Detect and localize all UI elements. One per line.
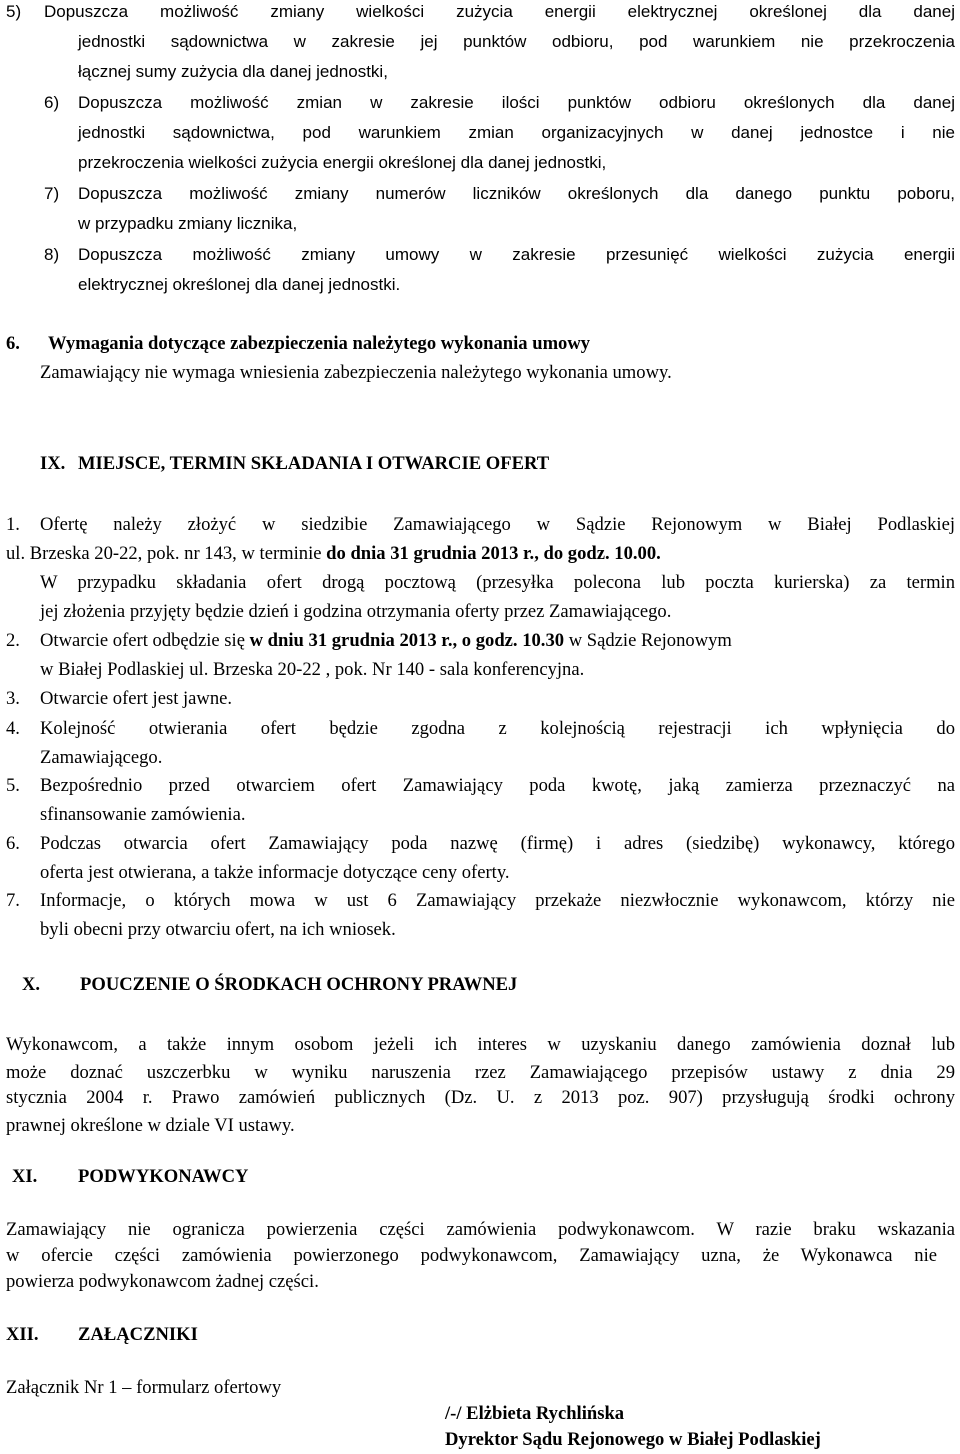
paragraph-line: może doznać uszczerbku w wyniku naruszenia rzez Zamawiającego przepisów ustawy z dnia 29 [6,1062,955,1083]
list-line: w przypadku zmiany licznika, [78,214,298,233]
list-line: jej złożenia przyjęty będzie dzień i godzina otrzymania oferty przez Zamawiającego. [40,601,672,622]
paragraph-line: Zamawiający nie ogranicza powierzenia części zamówienia podwykonawcom. W razie braku wskazania [6,1219,955,1240]
list-number: 5) [6,2,22,21]
section-number: IX. [40,453,66,474]
list-number: 2. [6,630,20,651]
list-line: oferta jest otwierana, a także informacje dotyczące ceny oferty. [40,862,510,883]
list-line: jednostki sądownictwa, pod warunkiem zmian organizacyjnych w danej jednostce i nie [78,123,955,142]
section-heading: POUCZENIE O ŚRODKACH OCHRONY PRAWNEJ [80,974,518,995]
list-line: elektrycznej określonej dla danej jednostki. [78,275,401,294]
signatory-title: Dyrektor Sądu Rejonowego w Białej Podlaskiej [445,1429,821,1450]
section-number: 6. [6,333,20,354]
section-number: X. [22,974,41,995]
list-number: 6. [6,833,20,854]
paragraph-line: Wykonawcom, a także innym osobom jeżeli ich interes w uzyskaniu danego zamówienia doznał lub [6,1034,955,1055]
list-line: łącznej sumy zużycia dla danej jednostki, [78,62,388,81]
list-number: 3. [6,688,20,709]
section-number: XII. [6,1324,39,1345]
section-text: Zamawiający nie wymaga wniesienia zabezpieczenia należytego wykonania umowy. [40,362,672,383]
paragraph-line: stycznia 2004 r. Prawo zamówień publicznych (Dz. U. z 2013 poz. 907) przysługują środki ochrony [6,1087,955,1108]
list-line: ul. Brzeska 20-22, pok. nr 143, w terminie do dnia 31 grudnia 2013 r., do godz. 10.00. [6,543,661,564]
list-line: Zamawiającego. [40,747,163,768]
list-line: byli obecni przy otwarciu ofert, na ich wniosek. [40,919,396,940]
list-line: W przypadku składania ofert drogą pocztową (przesyłka polecona lub poczta kurierska) za termin [40,572,955,593]
section-heading: Wymagania dotyczące zabezpieczenia należytego wykonania umowy [48,333,591,354]
list-number: 7. [6,890,20,911]
list-line: jednostki sądownictwa w zakresie jej punktów odbioru, pod warunkiem nie przekroczenia [78,32,955,51]
list-line: Otwarcie ofert jest jawne. [40,688,233,709]
list-line: Informacje, o których mowa w ust 6 Zamawiający przekaże niezwłocznie wykonawcom, którzy nie [40,890,955,911]
list-line: Dopuszcza możliwość zmiany umowy w zakresie przesunięć wielkości zużycia energii [78,245,955,264]
paragraph-line: prawnej określone w dziale VI ustawy. [6,1115,295,1136]
attachment-line: Załącznik Nr 1 – formularz ofertowy [6,1377,282,1398]
paragraph-line: powierza podwykonawcom żadnej części. [6,1271,319,1292]
paragraph-line: w ofercie części zamówienia powierzonego podwykonawcom, Zamawiający uzna, że Wykonawca nie [6,1245,937,1266]
list-line: Ofertę należy złożyć w siedzibie Zamawiającego w Sądzie Rejonowym w Białej Podlaskiej [40,514,955,535]
list-line: Dopuszcza możliwość zmiany wielkości zużycia energii elektrycznej określonej dla danej [44,2,955,21]
list-number: 8) [44,245,60,264]
section-heading: ZAŁĄCZNIKI [78,1324,198,1345]
section-heading: MIEJSCE, TERMIN SKŁADANIA I OTWARCIE OFERT [78,453,550,474]
list-line: Dopuszcza możliwość zmiany numerów liczników określonych dla danego punktu poboru, [78,184,955,203]
list-number: 6) [44,93,60,112]
list-line: Otwarcie ofert odbędzie się w dniu 31 grudnia 2013 r., o godz. 10.30 w Sądzie Rejonowym [40,630,732,651]
list-number: 4. [6,718,20,739]
list-line: Podczas otwarcia ofert Zamawiający poda nazwę (firmę) i adres (siedzibę) wykonawcy, którego [40,833,955,854]
section-heading: PODWYKONAWCY [78,1166,249,1187]
list-line: w Białej Podlaskiej ul. Brzeska 20-22 , pok. Nr 140 - sala konferencyjna. [40,659,585,680]
list-number: 1. [6,514,20,535]
list-line: Bezpośrednio przed otwarciem ofert Zamawiający poda kwotę, jaką zamierza przeznaczyć na [40,775,955,796]
list-line: Kolejność otwierania ofert będzie zgodna z kolejnością rejestracji ich wpłynięcia do [40,718,955,739]
signatory-name: /-/ Elżbieta Rychlińska [445,1403,625,1424]
section-number: XI. [12,1166,38,1187]
list-line: Dopuszcza możliwość zmian w zakresie ilości punktów odbioru określonych dla danej [78,93,955,112]
list-line: sfinansowanie zamówienia. [40,804,246,825]
list-number: 7) [44,184,60,203]
list-number: 5. [6,775,20,796]
list-line: przekroczenia wielkości zużycia energii określonej dla danej jednostki, [78,153,607,172]
